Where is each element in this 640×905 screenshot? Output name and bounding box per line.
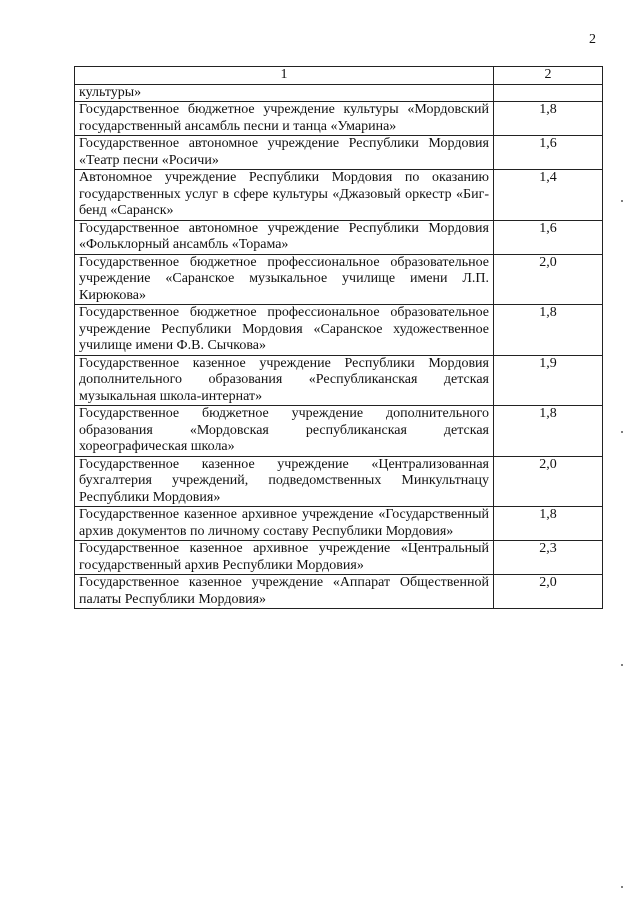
table-row (75, 254, 603, 305)
page-number: 2 (589, 32, 596, 47)
table-row (75, 84, 603, 102)
coefficient-cell: 2,3 (494, 541, 603, 575)
table-row (75, 170, 603, 221)
table-row (75, 305, 603, 356)
institution-name-cell: Государственное бюджетное учреждение культуры «Мордовский государственный ансамбль песни и танца «Умарина» (75, 102, 494, 136)
table-row (75, 456, 603, 507)
institution-coefficient-table (74, 66, 603, 609)
table-row (75, 541, 603, 575)
table-row (75, 220, 603, 254)
coefficient-cell: 1,8 (494, 305, 603, 356)
coefficient-cell: 1,4 (494, 170, 603, 221)
table-row (75, 406, 603, 457)
coefficient-cell: 2,0 (494, 456, 603, 507)
institution-name-cell: культуры» (75, 84, 494, 102)
coefficient-cell: 2,0 (494, 254, 603, 305)
table-row (75, 355, 603, 406)
table-row (75, 102, 603, 136)
institution-name-cell: Государственное казенное учреждение Республики Мордовия дополнительного образования «Республиканская детская музыкальная школа-интернат» (75, 355, 494, 406)
institution-name-cell: Государственное казенное архивное учреждение «Государственный архив документов по личному составу Республики Мордовия» (75, 507, 494, 541)
coefficient-cell: 1,9 (494, 355, 603, 406)
coefficient-cell: 1,8 (494, 102, 603, 136)
institution-name-cell: Государственное бюджетное учреждение дополнительного образования «Мордовская республиканская детская хореографическая школа» (75, 406, 494, 457)
institution-name-cell: Государственное казенное учреждение «Аппарат Общественной палаты Республики Мордовия» (75, 575, 494, 609)
table-header-row (75, 67, 603, 85)
institution-name-cell: Государственное бюджетное профессиональное образовательное учреждение «Саранское музыкальное училище имени Л.П. Кирюкова» (75, 254, 494, 305)
table-row (75, 507, 603, 541)
scan-speck (621, 200, 623, 202)
table-row (75, 136, 603, 170)
header-column-1: 1 (75, 67, 494, 85)
scan-speck (621, 886, 623, 888)
coefficient-cell: 1,8 (494, 507, 603, 541)
institution-name-cell: Государственное казенное учреждение «Централизованная бухгалтерия учреждений, подведомственных Минкультнацу Республики Мордовия» (75, 456, 494, 507)
institution-name-cell: Государственное автономное учреждение Республики Мордовия «Театр песни «Росичи» (75, 136, 494, 170)
header-column-2: 2 (494, 67, 603, 85)
table-body (75, 67, 603, 609)
coefficient-cell: 1,6 (494, 220, 603, 254)
institution-name-cell: Государственное бюджетное профессиональное образовательное учреждение Республики Мордовия «Саранское художественное училище имени Ф.В. Сычкова» (75, 305, 494, 356)
coefficient-cell: 1,6 (494, 136, 603, 170)
coefficient-cell: 2,0 (494, 575, 603, 609)
institution-name-cell: Государственное автономное учреждение Республики Мордовия «Фольклорный ансамбль «Торама» (75, 220, 494, 254)
scan-speck (621, 431, 623, 433)
scan-speck (621, 664, 623, 666)
institution-name-cell: Автономное учреждение Республики Мордовия по оказанию государственных услуг в сфере культуры «Джазовый оркестр «Биг-бенд «Саранск» (75, 170, 494, 221)
coefficient-cell (494, 84, 603, 102)
table-row (75, 575, 603, 609)
institution-name-cell: Государственное казенное архивное учреждение «Центральный государственный архив Республики Мордовия» (75, 541, 494, 575)
coefficient-cell: 1,8 (494, 406, 603, 457)
